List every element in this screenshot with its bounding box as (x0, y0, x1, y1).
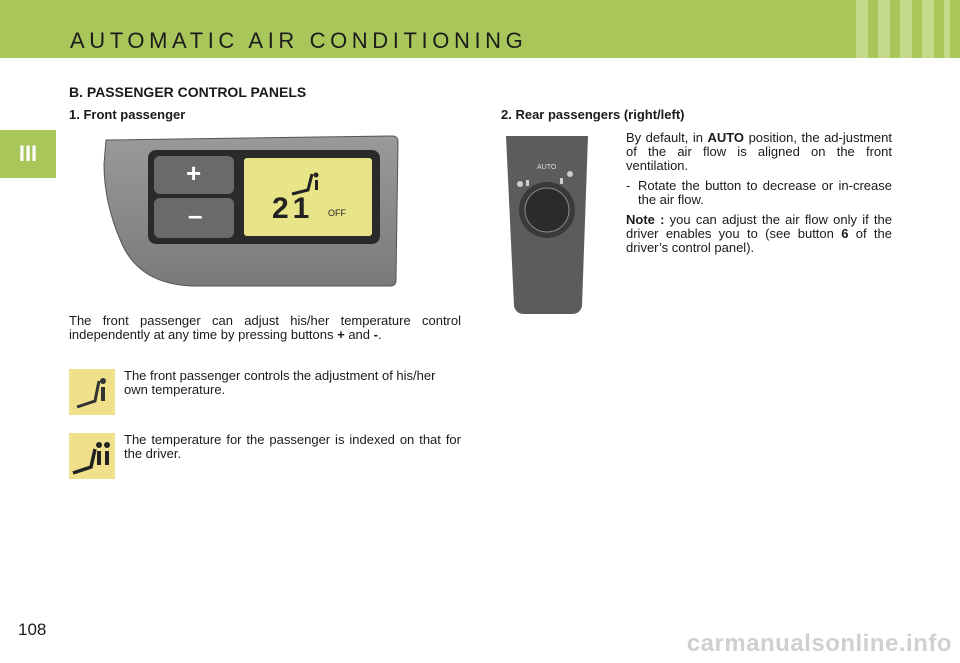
rear-text (626, 131, 892, 261)
rear-passengers-heading: 2. Rear passengers (right/left) (501, 107, 685, 122)
header-stripes (856, 0, 950, 58)
plus-ref: + (337, 327, 345, 342)
page-number: 108 (18, 620, 47, 639)
bullet-dash: - (626, 178, 631, 193)
watermark: carmanualsonline.info (686, 630, 952, 657)
section-title: B. PASSENGER CONTROL PANELS (69, 84, 307, 100)
and-text: and (344, 327, 374, 342)
front-control-panel-image (100, 134, 400, 288)
display-off-label: OFF (328, 208, 346, 218)
rear-p1-b: position, the ad-justment of the air flow is aligned on the front ventilation. (626, 130, 892, 173)
minus-ref: - (373, 327, 378, 342)
rear-note-a: you can adjust the air flow only if the driver enables you to (see button (626, 212, 892, 241)
seats-linked-icon (69, 433, 115, 479)
stripe-1 (856, 0, 868, 58)
note-text-2: The temperature for the passenger is indexed on that for the driver. (124, 432, 461, 461)
rear-bullet-text: Rotate the button to decrease or in-crease the air flow. (638, 178, 892, 207)
front-paragraph-main: The front passenger can adjust his/her temperature control independently at any time by pressing buttons (69, 313, 461, 342)
rear-note (626, 213, 892, 255)
stripe-4 (922, 0, 934, 58)
rear-control-image (502, 136, 592, 316)
page-title: AUTOMATIC AIR CONDITIONING (70, 28, 528, 53)
rear-p1-a: By default, in (626, 130, 708, 145)
chapter-tab: III (0, 130, 56, 178)
rear-note-label: Note : (626, 212, 665, 227)
passenger-seat-icon (69, 369, 115, 415)
period: . (377, 327, 382, 342)
rear-note-b: of the driver’s control panel). (626, 226, 893, 255)
rear-bullet (626, 179, 892, 207)
minus-button: – (188, 200, 203, 230)
display-seat-icon (286, 170, 326, 196)
stripe-5 (944, 0, 950, 58)
rear-p1-auto: AUTO (707, 130, 745, 145)
knob-auto-label: AUTO (537, 164, 557, 171)
note-text-1: The front passenger controls the adjustment of his/her own temperature. (124, 368, 436, 397)
front-passenger-heading: 1. Front passenger (69, 107, 186, 122)
page-header (0, 0, 960, 58)
display-temperature: 21 (272, 192, 314, 225)
stripe-2 (878, 0, 890, 58)
rear-note-button: 6 (841, 226, 849, 241)
front-paragraph (69, 314, 461, 342)
rear-paragraph-1 (626, 131, 892, 173)
plus-button: + (186, 158, 202, 188)
stripe-3 (900, 0, 912, 58)
